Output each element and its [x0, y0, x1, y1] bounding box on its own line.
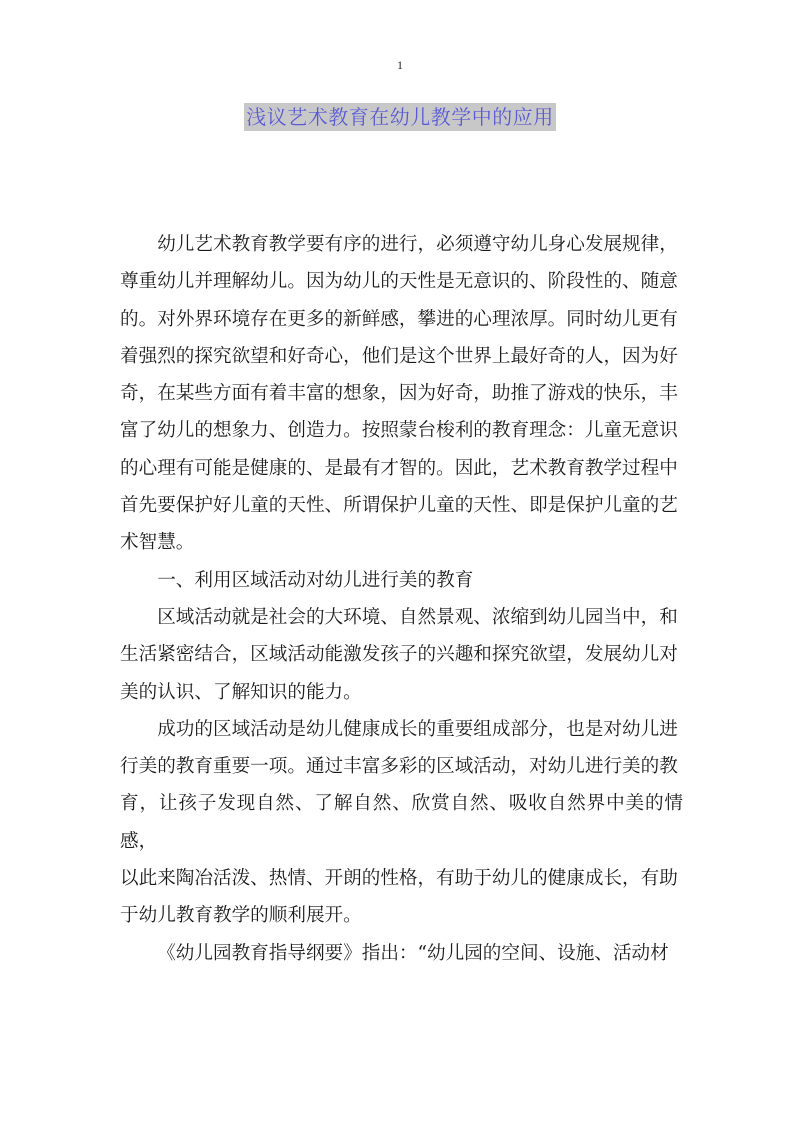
document-body [120, 226, 683, 972]
title-block [0, 103, 800, 131]
document-title[interactable]: 浅议艺术教育在幼儿教学中的应用 [246, 105, 554, 129]
page-number: 1 [397, 58, 403, 72]
paragraph-intro: 幼儿艺术教育教学要有序的进行，必须遵守幼儿身心发展规律， 尊重幼儿并理解幼儿。因为幼儿的天性是无意识的、阶段性的、随意 的。对外界环境存在更多的新鲜感，攀进的心理浓厚。同时幼儿更有 着强烈的探究欲望和好奇心，他们是这个世界上最好奇的人，因为好 奇，在某些方面有着丰富的想象，因为好奇，助推了游戏的快乐，丰 富了幼儿的想象力、创造力。按照蒙台梭利的教育理念：儿童无意识 的心理有可能是健康的、是最有才智的。因此，艺术教育教学过程中 首先要保护好儿童的天性、所谓保护儿童的天性、即是保护儿童的艺 术智慧。 [120, 234, 678, 554]
section-heading-1: 一、利用区域活动对幼儿进行美的教育 [157, 569, 474, 591]
paragraph-area-activity: 区域活动就是社会的大环境、自然景观、浓缩到幼儿园当中，和 生活紧密结合，区域活动能激发孩子的兴趣和探究欲望，发展幼儿对 美的认识、了解知识的能力。 [120, 606, 678, 703]
paragraph-guideline-quote: 《幼儿园教育指导纲要》指出：“幼儿园的空间、设施、活动材 [157, 942, 669, 964]
paragraph-successful-activity: 成功的区域活动是幼儿健康成长的重要组成部分，也是对幼儿进 行美的教育重要一项。通过丰富多彩的区域活动，对幼儿进行美的教 育，让孩子发现自然、了解自然、欣赏自然、吸收自然界中美的情感， 以此来陶冶活泼、热情、开朗的性格，有助于幼儿的健康成长，有助 于幼儿教育教学的顺利展开。 [120, 718, 683, 927]
